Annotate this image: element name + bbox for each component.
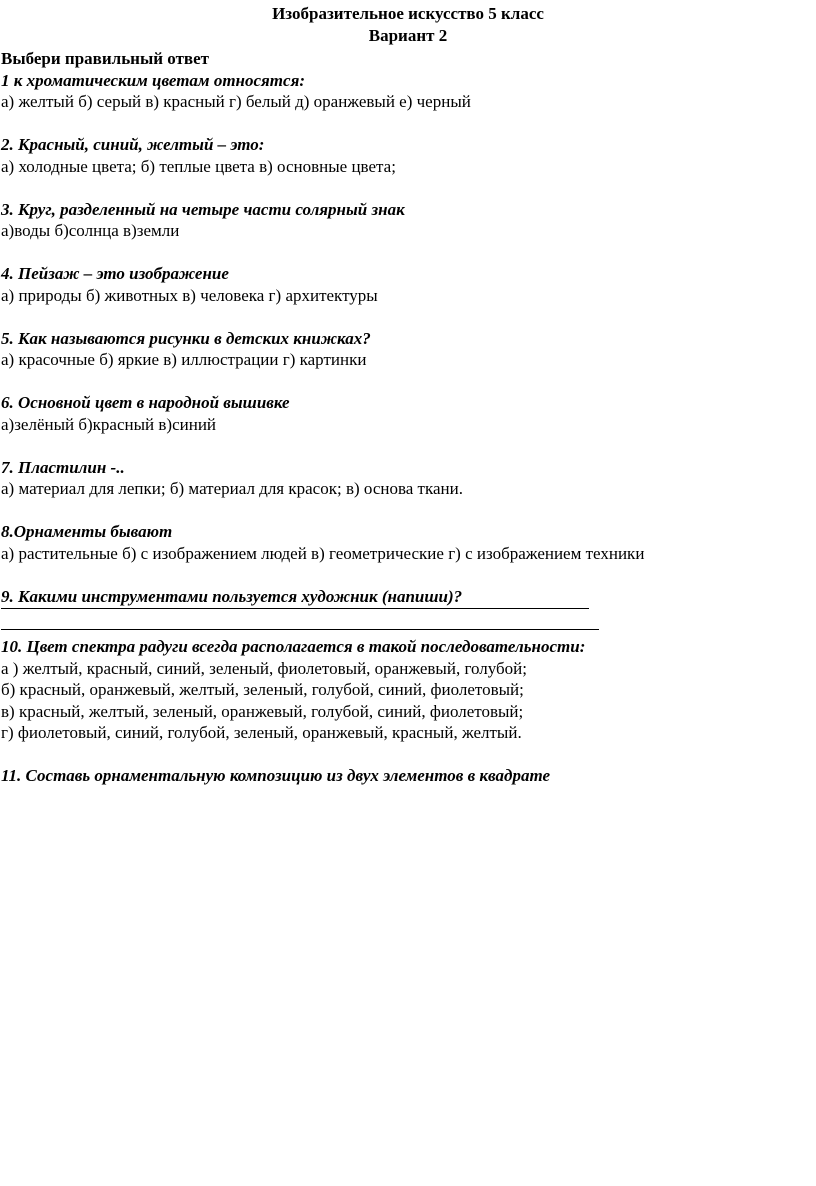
question-title: 10. Цвет спектра радуги всегда располагается в такой последовательности:: [1, 637, 586, 656]
question-answer-b: б) красный, оранжевый, желтый, зеленый, голубой, синий, фиолетовый;: [1, 680, 524, 699]
question-title: 8.Орнаменты бывают: [1, 522, 173, 541]
question-answers: а) желтый б) серый в) красный г) белый д) оранжевый е) черный: [1, 92, 471, 111]
question-answers: а)воды б)солнца в)земли: [1, 221, 180, 240]
question-1: [0, 70, 816, 113]
question-answers: а) холодные цвета; б) теплые цвета в) основные цвета;: [1, 156, 396, 176]
question-title: 9. Какими инструментами пользуется художник (напиши)?: [1, 586, 463, 606]
question-3: [0, 199, 816, 242]
question-7: [0, 457, 816, 500]
question-answers: а) красочные б) яркие в) иллюстрации г) картинки: [1, 350, 367, 369]
answer-line: [1, 608, 589, 609]
worksheet-page: [0, 3, 816, 787]
question-11: [0, 765, 816, 787]
question-10: [0, 636, 816, 744]
question-answer-d: г) фиолетовый, синий, голубой, зеленый, оранжевый, красный, желтый.: [1, 723, 522, 742]
question-title: 5. Как называются рисунки в детских книжках?: [1, 328, 371, 348]
question-answers: а) материал для лепки; б) материал для красок; в) основа ткани.: [1, 479, 463, 498]
question-title: 6. Основной цвет в народной вышивке: [1, 393, 290, 412]
variant-label: Вариант 2: [368, 25, 448, 45]
question-title: 7. Пластилин -..: [1, 457, 125, 477]
question-4: [0, 263, 816, 306]
question-title: 4. Пейзаж – это изображение: [1, 264, 229, 283]
question-2: [0, 134, 816, 177]
question-title: 11. Составь орнаментальную композицию из двух элементов в квадрате: [1, 766, 550, 785]
question-answer-c: в) красный, желтый, зеленый, оранжевый, голубой, синий, фиолетовый;: [1, 701, 524, 721]
document-title: Изобразительное искусство 5 класс: [272, 4, 544, 23]
question-6: [0, 392, 816, 435]
question-8: [0, 521, 816, 564]
question-answer-a: а ) желтый, красный, синий, зеленый, фиолетовый, оранжевый, голубой;: [1, 658, 527, 678]
question-title: 1 к хроматическим цветам относятся:: [1, 70, 305, 90]
question-answers: а) растительные б) с изображением людей в) геометрические г) с изображением техники: [1, 543, 645, 563]
question-title: 3. Круг, разделенный на четыре части солярный знак: [1, 199, 405, 219]
instruction-text: Выбери правильный ответ: [1, 49, 210, 68]
question-9: [0, 586, 816, 608]
question-title: 2. Красный, синий, желтый – это:: [1, 135, 265, 154]
question-answers: а) природы б) животных в) человека г) архитектуры: [1, 285, 378, 305]
question-5: [0, 328, 816, 371]
question-answers: а)зелёный б)красный в)синий: [1, 414, 217, 434]
answer-line: [1, 629, 599, 630]
